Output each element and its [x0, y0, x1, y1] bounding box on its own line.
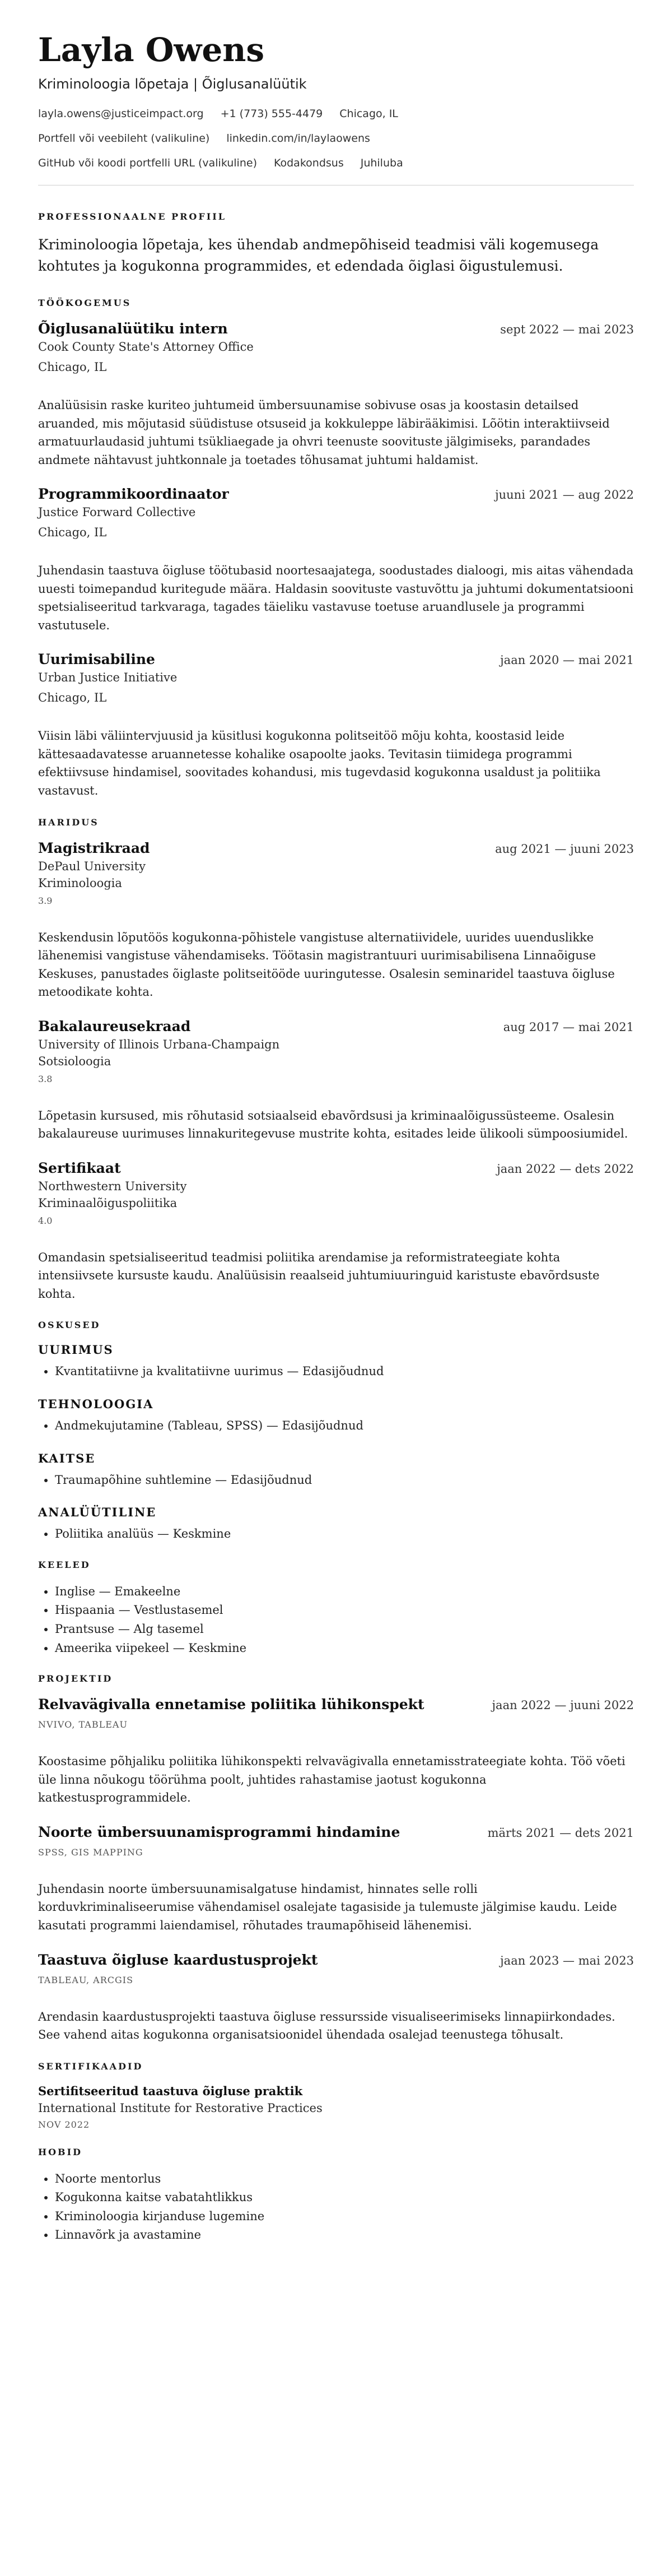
degree-date: aug 2021 — juuni 2023 — [495, 842, 634, 856]
language-item: • Prantsuse — Alg tasemel — [55, 1620, 634, 1639]
gpa: 4.0 — [38, 1215, 53, 1226]
experience-entry — [38, 651, 634, 800]
job-date: juuni 2021 — aug 2022 — [495, 488, 634, 502]
project-title: Noorte ümbersuunamisprogrammi hindamine — [38, 1823, 400, 1840]
projects-section — [38, 1673, 634, 2044]
degree-date: jaan 2022 — dets 2022 — [497, 1162, 634, 1176]
profile-section — [38, 211, 634, 276]
section-title-profile: PROFESSIONAALNE PROFIIL — [38, 211, 226, 222]
email-link[interactable]: layla.owens@justiceimpact.org — [38, 108, 204, 120]
entry-head — [38, 1824, 634, 1840]
profile-summary: Kriminoloogia lõpetaja, kes ühendab andmepõhiseid teadmisi väli kogemusega kohtutes ja kogukonna programmides, et edendada õiglasi õigustulemusi. — [38, 236, 599, 274]
entry-head — [38, 1018, 634, 1034]
project-title: Taastuva õigluse kaardustusprojekt — [38, 1951, 318, 1968]
candidate-name: Layla Owens — [38, 31, 265, 69]
hobby-item: • Kogukonna kaitse vabatahtlikkus — [55, 2188, 634, 2207]
gpa: 3.8 — [38, 1073, 53, 1084]
language-item: • Inglise — Emakeelne — [55, 1582, 634, 1602]
project-date: jaan 2023 — mai 2023 — [500, 1953, 634, 1967]
education-entry — [38, 840, 634, 1001]
education-entry — [38, 1160, 634, 1303]
language-list — [38, 1582, 634, 1658]
education-entry — [38, 1018, 634, 1143]
contact-row-3 — [38, 157, 634, 169]
resume-header — [38, 31, 634, 169]
degree-date: aug 2017 — mai 2021 — [503, 1020, 634, 1034]
degree-description: Omandasin spetsialiseeritud teadmisi poliitika arendamise ja reformistrateegiate kohta intensiivsete kursuste kaudu. Analüüsisin reaalseid juhtumiuuringuid karistuste ebavõrdsuste kohta. — [38, 1250, 600, 1301]
project-tools: SPSS, GIS MAPPING — [38, 1846, 143, 1858]
skill-list — [38, 1417, 634, 1436]
linkedin-link[interactable]: linkedin.com/in/laylaowens — [226, 132, 370, 145]
certifications-section — [38, 2061, 634, 2130]
experience-entry — [38, 486, 634, 634]
hobby-list — [38, 2170, 634, 2245]
entry-head — [38, 486, 634, 502]
job-location: Chicago, IL — [38, 526, 107, 540]
job-title: Õiglusanalüütiku intern — [38, 321, 228, 337]
job-title: Programmikoordinaator — [38, 486, 229, 503]
entry-head — [38, 840, 634, 856]
languages-section — [38, 1559, 634, 1658]
hobbies-section — [38, 2147, 634, 2245]
institution: DePaul University — [38, 859, 146, 873]
employer: Justice Forward Collective — [38, 505, 196, 519]
hobby-item: • Linnavõrk ja avastamine — [55, 2226, 634, 2245]
entry-head — [38, 321, 634, 337]
project-entry — [38, 1696, 634, 1807]
skill-list — [38, 1362, 634, 1381]
section-title-languages: KEELED — [38, 1559, 91, 1570]
drivers-license: Juhiluba — [360, 157, 403, 169]
hobby-item: • Kriminoloogia kirjanduse lugemine — [55, 2207, 634, 2226]
skills-section — [38, 1320, 634, 1543]
github-link[interactable]: GitHub või koodi portfelli URL (valikuline) — [38, 157, 257, 169]
entry-head — [38, 1696, 634, 1712]
project-description: Juhendasin noorte ümbersuunamisalgatuse hindamist, hinnates selle rolli korduvkriminaliseerumise vähendamisel osalejate tagasiside ja tulemuste jälgimise kaudu. Leide kasutati programmi laiendamisel, rõhutades traumapõhiseid lähenemisi. — [38, 1882, 617, 1932]
contact-row-2 — [38, 132, 634, 145]
entry-head — [38, 651, 634, 667]
citizenship: Kodakondsus — [273, 157, 344, 169]
field-of-study: Kriminaalõiguspoliitika — [38, 1196, 178, 1210]
section-title-certifications: SERTIFIKAADID — [38, 2060, 143, 2072]
job-description: Viisin läbi väliintervjuusid ja küsitlusi kogukonna politseitöö mõju kohta, koostasid leide kättesaadavatesse aruannetesse kohalike osapoolte jaoks. Tevitasin tiimidega programmi efektiivsuse hindamisel, soovitades kohandusi, mis tugevdasid kogukonna usaldust ja politiika vastavust. — [38, 729, 601, 798]
section-title-skills: OSKUSED — [38, 1320, 101, 1331]
contact-row-1 — [38, 108, 634, 120]
job-location: Chicago, IL — [38, 360, 107, 374]
project-description: Koostasime põhjaliku poliitika lühikonspekti relvavägivalla ennetamisstrateegiate kohta. Töö võeti üle linna nõukogu töörühma poolt, juhtides rahastamise jaotust kogukonna katkestusprogrammidele. — [38, 1755, 626, 1805]
institution: University of Illinois Urbana-Champaign — [38, 1037, 280, 1051]
gpa: 3.9 — [38, 895, 53, 906]
language-item: • Hispaania — Vestlustasemel — [55, 1601, 634, 1620]
project-date: jaan 2022 — juuni 2022 — [492, 1698, 634, 1712]
degree-title: Bakalaureusekraad — [38, 1018, 191, 1034]
job-description: Analüüsisin raske kuriteo juhtumeid ümbersuunamise sobivuse osas ja koostasin detailsed aruanded, mis mõjutasid süüdistuse otsuseid ja kokkuleppe läbirääkimisi. Lõötin interaktiivseid armatuurlaudasid juhtumi tsükliaegade ja ohvri teenuste soovituste jälgimiseks, parandades andmete nähtavust juhtkonnale ja toetades tõhusamat juhtumi haldamist. — [38, 398, 610, 467]
skill-item: • Traumapõhine suhtlemine — Edasijõudnud — [55, 1471, 634, 1490]
skill-category: UURIMUS — [38, 1343, 114, 1357]
skill-item: • Kvantitatiivne ja kvalitatiivne uurimus — Edasijõudnud — [55, 1362, 634, 1381]
certification-date: NOV 2022 — [38, 2119, 90, 2130]
project-entry — [38, 1952, 634, 2044]
degree-description: Keskendusin lõputöös kogukonna-põhistele vangistuse alternatiividele, uurides uuenduslikke lähenemisi vangistuse vähendamiseks. Töötasin magistrantuuri uurimisabilisena Linnaõiguse Keskuses, panustades õiglaste politseitööde uuringutesse. Osalesin seminaridel taastuva õigluse metoodikate kohta. — [38, 930, 615, 999]
skill-category: TEHNOLOOGIA — [38, 1397, 154, 1412]
employer: Urban Justice Initiative — [38, 671, 178, 685]
entry-head — [38, 1952, 634, 1968]
project-description: Arendasin kaardustusprojekti taastuva õigluse ressursside visualiseerimiseks linnapiirkondades. See vahend aitas kogukonna organisatsioonidel ühendada osalejad teenustega tõhusalt. — [38, 2009, 615, 2042]
skill-category: KAITSE — [38, 1451, 96, 1465]
job-title: Uurimisabiline — [38, 651, 155, 668]
degree-title: Sertifikaat — [38, 1159, 121, 1176]
portfolio-link[interactable]: Portfell või veebileht (valikuline) — [38, 132, 210, 145]
employer: Cook County State's Attorney Office — [38, 340, 254, 354]
degree-description: Lõpetasin kursused, mis rõhutasid sotsiaalseid ebavõrdsusi ja kriminaalõigussüsteeme. Osalesin bakalaureuse uurimuses linnakuritegevuse mustrite kohta, esitades leide ülikooli sümpoosiumidel. — [38, 1108, 628, 1141]
skill-item: • Andmekujutamine (Tableau, SPSS) — Edasijõudnud — [55, 1417, 634, 1436]
job-description: Juhendasin taastuva õigluse töötubasid noortesaajatega, soodustades dialoogi, mis aitas vähendada uuesti toimepandud kuritegude määra. Haldasin soovituste vastuvõttu ja juhtumi dokumentatsiooni spetsialiseeritud tarkvaraga, tagades täieliku vastavuse toetuse aruandlusele ja programmi vastutusele. — [38, 564, 634, 632]
experience-entry — [38, 321, 634, 469]
degree-title: Magistrikraad — [38, 839, 150, 856]
job-date: jaan 2020 — mai 2021 — [500, 653, 634, 667]
section-title-education: HARIDUS — [38, 816, 99, 828]
job-date: sept 2022 — mai 2023 — [500, 323, 634, 336]
project-date: märts 2021 — dets 2021 — [487, 1826, 634, 1840]
project-entry — [38, 1824, 634, 1935]
headline: Kriminoloogia lõpetaja | Õiglusanalüütik — [38, 76, 307, 92]
section-title-hobbies: HOBID — [38, 2146, 82, 2157]
field-of-study: Sotsioloogia — [38, 1054, 111, 1068]
language-item: • Ameerika viipekeel — Keskmine — [55, 1639, 634, 1658]
section-title-experience: TÖÖKOGEMUS — [38, 298, 132, 308]
project-title: Relvavägivalla ennetamise poliitika lühikonspekt — [38, 1696, 424, 1713]
entry-head — [38, 1160, 634, 1176]
hobby-item: • Noorte mentorlus — [55, 2170, 634, 2189]
job-location: Chicago, IL — [38, 691, 107, 705]
skill-item: • Poliitika analüüs — Keskmine — [55, 1525, 634, 1544]
education-section — [38, 817, 634, 1303]
project-tools: NVIVO, TABLEAU — [38, 1719, 128, 1730]
certification-title: Sertifitseeritud taastuva õigluse praktik — [38, 2083, 303, 2098]
institution: Northwestern University — [38, 1179, 187, 1193]
skill-list — [38, 1471, 634, 1490]
phone-number[interactable]: +1 (773) 555-4479 — [220, 108, 323, 120]
project-tools: TABLEAU, ARCGIS — [38, 1974, 134, 1985]
skill-list — [38, 1525, 634, 1544]
certification-issuer: International Institute for Restorative Practices — [38, 2101, 323, 2115]
field-of-study: Kriminoloogia — [38, 876, 122, 890]
skill-category: ANALÜÜTILINE — [38, 1505, 157, 1520]
location: Chicago, IL — [339, 108, 398, 120]
certification-entry — [38, 2084, 634, 2130]
experience-section — [38, 298, 634, 800]
section-title-projects: PROJEKTID — [38, 1673, 113, 1684]
